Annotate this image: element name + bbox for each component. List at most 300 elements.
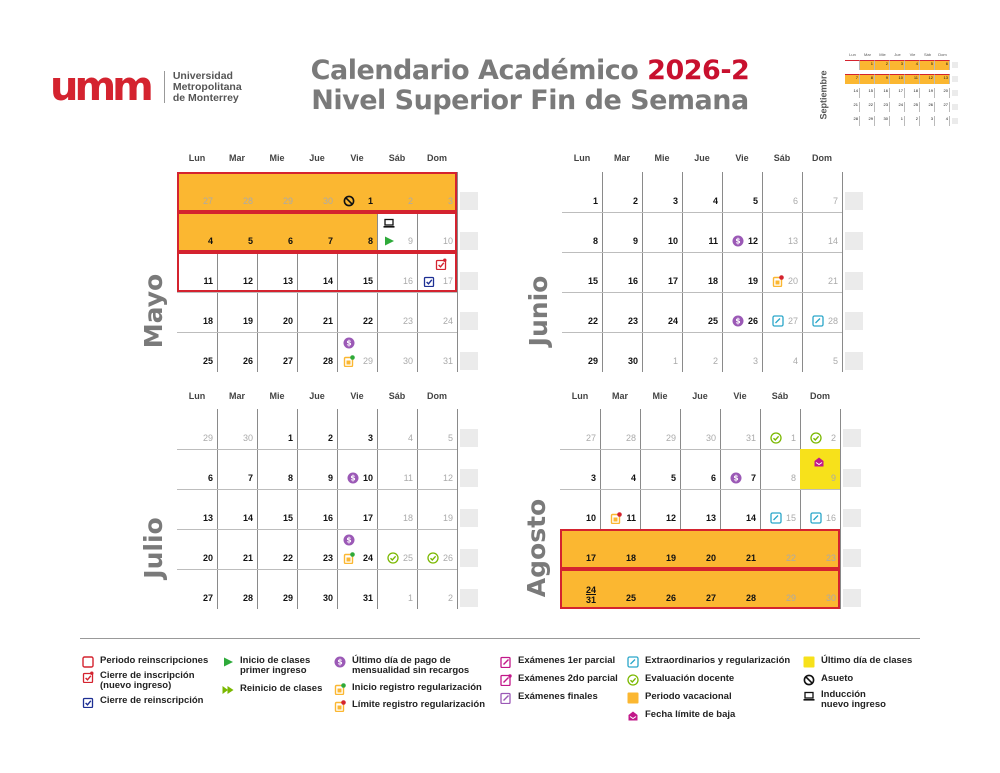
registration-limit-icon bbox=[610, 511, 622, 523]
day-number: 30 bbox=[402, 356, 413, 366]
day-number: 7 bbox=[750, 473, 756, 483]
registration-limit-icon bbox=[334, 700, 346, 712]
day-number: 6 bbox=[792, 196, 798, 206]
day-cell bbox=[297, 489, 337, 529]
day-number: 2 bbox=[712, 356, 718, 366]
day-number: 9 bbox=[327, 473, 333, 483]
envelope-icon bbox=[813, 455, 825, 467]
day-number: 26 bbox=[442, 553, 453, 563]
day-cell bbox=[257, 489, 297, 529]
logo-mark: umm bbox=[50, 64, 150, 110]
day-cell bbox=[722, 252, 762, 292]
final-exam-icon bbox=[500, 692, 512, 704]
day-cell bbox=[600, 489, 640, 529]
week-side-block bbox=[460, 232, 478, 250]
laptop-icon bbox=[803, 690, 815, 702]
mini-day-cell: 16 bbox=[875, 88, 890, 98]
day-number: 4 bbox=[407, 433, 413, 443]
day-number: 15 bbox=[282, 513, 293, 523]
day-number: 6 bbox=[710, 473, 716, 483]
day-number: 7 bbox=[327, 236, 333, 246]
day-cell bbox=[377, 529, 417, 569]
legend-label: Cierre de reinscripción bbox=[100, 695, 204, 706]
mini-weekday-header: Jue bbox=[894, 52, 901, 57]
svg-text:$: $ bbox=[337, 657, 343, 667]
day-cell bbox=[560, 409, 600, 449]
day-number: 18 bbox=[402, 513, 413, 523]
week-side-block bbox=[843, 589, 861, 607]
mini-day-cell: 2 bbox=[905, 116, 920, 126]
day-cell bbox=[177, 409, 217, 449]
legend-item bbox=[627, 692, 732, 704]
day-cell bbox=[337, 409, 377, 449]
day-cell bbox=[562, 212, 602, 252]
svg-text:$: $ bbox=[346, 338, 352, 348]
day-number: 15 bbox=[587, 276, 598, 286]
mini-day-cell: 25 bbox=[905, 102, 920, 112]
day-cell bbox=[720, 409, 760, 449]
day-cell bbox=[257, 292, 297, 332]
day-number: 10 bbox=[667, 236, 678, 246]
day-number: 30 bbox=[322, 593, 333, 603]
day-cell bbox=[257, 529, 297, 569]
day-cell bbox=[722, 292, 762, 332]
legend-item bbox=[82, 656, 208, 668]
mini-day-cell: 26 bbox=[920, 102, 935, 112]
mini-day-cell: 9 bbox=[875, 74, 890, 84]
title-line-1 bbox=[260, 56, 800, 86]
day-number: 16 bbox=[825, 513, 836, 523]
day-number: 7 bbox=[247, 473, 253, 483]
day-cell bbox=[602, 252, 642, 292]
day-cell bbox=[297, 529, 337, 569]
day-number: 13 bbox=[282, 276, 293, 286]
week-side-block bbox=[460, 589, 478, 607]
university-name-line: de Monterrey bbox=[172, 91, 239, 104]
legend-divider bbox=[80, 638, 920, 639]
legend-label: Último día de pago de mensualidad sin recargos bbox=[352, 655, 470, 676]
day-number: 3 bbox=[590, 473, 596, 483]
svg-text:$: $ bbox=[346, 535, 352, 545]
fast-forward-icon bbox=[222, 684, 234, 696]
day-number: 28 bbox=[242, 593, 253, 603]
legend-label: Inicio de clases primer ingreso bbox=[240, 655, 311, 676]
day-number: 16 bbox=[402, 276, 413, 286]
day-cell bbox=[177, 449, 217, 489]
weekday-header: Lun bbox=[188, 391, 206, 401]
day-cell bbox=[297, 332, 337, 372]
weekday-header: Dom bbox=[812, 153, 832, 163]
mini-day-cell: 13 bbox=[935, 74, 950, 84]
day-cell bbox=[417, 489, 457, 529]
day-number: 27 bbox=[705, 593, 716, 603]
title-prefix: Calendario Académico bbox=[310, 55, 648, 86]
day-number: 25 bbox=[402, 553, 413, 563]
legend-item bbox=[222, 684, 322, 696]
day-number: 25 bbox=[202, 356, 213, 366]
mini-week-side-block bbox=[952, 104, 958, 110]
weekday-header: Mie bbox=[269, 391, 285, 401]
extraordinary-exam-icon bbox=[810, 511, 822, 523]
enrollment-close-new-icon bbox=[82, 671, 94, 683]
svg-text:$: $ bbox=[733, 473, 739, 483]
mini-day-cell bbox=[845, 60, 860, 70]
vacation-swatch-icon bbox=[627, 692, 639, 704]
day-number: 5 bbox=[447, 433, 453, 443]
day-number: 3 bbox=[447, 196, 453, 206]
legend-item bbox=[627, 674, 734, 686]
day-cell bbox=[217, 292, 257, 332]
day-number: 14 bbox=[242, 513, 253, 523]
legend-item bbox=[222, 656, 310, 676]
registration-start-icon bbox=[343, 551, 355, 563]
mini-day-cell: 24 bbox=[890, 102, 905, 112]
day-number: 29 bbox=[587, 356, 598, 366]
day-number: 10 bbox=[362, 473, 373, 483]
highlight-outline bbox=[177, 212, 457, 252]
day-number: 11 bbox=[203, 276, 213, 286]
dollar-icon bbox=[343, 533, 355, 545]
day-number: 21 bbox=[745, 553, 756, 563]
legend-item bbox=[627, 656, 790, 668]
day-number: 21 bbox=[322, 316, 333, 326]
dollar-icon bbox=[732, 314, 744, 326]
grid-line bbox=[457, 172, 458, 372]
day-number: 8 bbox=[592, 236, 598, 246]
weekday-header: Mie bbox=[652, 391, 668, 401]
highlight-outline bbox=[177, 252, 457, 292]
day-cell bbox=[217, 409, 257, 449]
day-cell bbox=[417, 529, 457, 569]
mini-calendar-september bbox=[818, 52, 955, 136]
mini-weekday-header: Mar bbox=[864, 52, 871, 57]
day-number: 5 bbox=[752, 196, 758, 206]
day-cell bbox=[177, 292, 217, 332]
university-name-line: Universidad bbox=[172, 69, 233, 82]
weekday-header: Dom bbox=[427, 153, 447, 163]
legend-item bbox=[803, 674, 853, 686]
week-side-block bbox=[845, 352, 863, 370]
week-side-block bbox=[843, 469, 861, 487]
month-name: Julio bbox=[139, 517, 168, 579]
day-cell bbox=[377, 409, 417, 449]
day-number: 12 bbox=[747, 236, 758, 246]
legend-item bbox=[627, 710, 735, 722]
day-number: 13 bbox=[705, 513, 716, 523]
day-number: 29 bbox=[362, 356, 373, 366]
university-name-line: Metropolitana bbox=[172, 80, 242, 93]
day-number: 24 bbox=[667, 316, 678, 326]
day-number: 4 bbox=[792, 356, 798, 366]
day-number: 18 bbox=[707, 276, 718, 286]
day-number: 18 bbox=[202, 316, 213, 326]
day-cell bbox=[722, 212, 762, 252]
day-cell bbox=[642, 332, 682, 372]
week-side-block bbox=[843, 509, 861, 527]
weekday-header: Mar bbox=[228, 153, 245, 163]
mini-day-cell: 11 bbox=[905, 74, 920, 84]
weekday-header: Vie bbox=[350, 391, 364, 401]
mini-day-cell: 15 bbox=[860, 88, 875, 98]
day-number: 26 bbox=[242, 356, 253, 366]
reenrollment-close-icon bbox=[82, 696, 94, 708]
extraordinary-exam-icon bbox=[770, 511, 782, 523]
play-icon bbox=[222, 656, 234, 668]
day-number: 9 bbox=[632, 236, 638, 246]
day-number: 2 bbox=[327, 433, 333, 443]
mini-weekday-header: Mie bbox=[879, 52, 886, 57]
mini-week-side-block bbox=[952, 118, 958, 124]
week-side-block bbox=[460, 272, 478, 290]
day-cell bbox=[762, 252, 802, 292]
day-number: 27 bbox=[585, 433, 596, 443]
day-number: 22 bbox=[785, 553, 796, 563]
legend-label: Periodo vacacional bbox=[645, 691, 732, 702]
day-number: 2 bbox=[830, 433, 836, 443]
university-logo bbox=[50, 64, 242, 110]
weekday-header: Lun bbox=[573, 153, 591, 163]
weekday-header: Sáb bbox=[773, 153, 791, 163]
day-number: 22 bbox=[362, 316, 373, 326]
day-number: 2 bbox=[407, 196, 413, 206]
month-name: Junio bbox=[524, 275, 553, 347]
week-side-block bbox=[845, 192, 863, 210]
mini-day-cell: 21 bbox=[845, 102, 860, 112]
day-cell bbox=[337, 489, 377, 529]
day-number: 9 bbox=[407, 236, 413, 246]
registration-limit-icon bbox=[772, 274, 784, 286]
legend-item bbox=[803, 656, 912, 668]
registration-start-icon bbox=[334, 683, 346, 695]
day-number: 25 bbox=[707, 316, 718, 326]
day-number: 17 bbox=[362, 513, 373, 523]
day-cell bbox=[800, 409, 840, 449]
day-number: 11 bbox=[626, 513, 636, 523]
day-cell bbox=[682, 252, 722, 292]
day-cell bbox=[640, 489, 680, 529]
mini-day-cell: 20 bbox=[935, 88, 950, 98]
mini-day-cell: 22 bbox=[860, 102, 875, 112]
day-cell bbox=[177, 332, 217, 372]
day-cell bbox=[257, 409, 297, 449]
day-cell bbox=[177, 569, 217, 609]
week-side-block bbox=[460, 509, 478, 527]
day-cell bbox=[257, 332, 297, 372]
day-number: 29 bbox=[202, 433, 213, 443]
day-number: 6 bbox=[287, 236, 293, 246]
grid-line bbox=[457, 409, 458, 609]
mini-day-cell: 14 bbox=[845, 88, 860, 98]
mini-day-cell: 30 bbox=[875, 116, 890, 126]
mini-week-side-block bbox=[952, 76, 958, 82]
legend-item bbox=[82, 671, 195, 691]
day-cell bbox=[297, 292, 337, 332]
day-number: 28 bbox=[625, 433, 636, 443]
day-cell bbox=[377, 489, 417, 529]
weekday-header: Dom bbox=[427, 391, 447, 401]
week-side-block bbox=[843, 429, 861, 447]
day-number: 19 bbox=[747, 276, 758, 286]
mini-day-cell: 7 bbox=[845, 74, 860, 84]
weekday-header: Lun bbox=[571, 391, 589, 401]
mini-day-cell: 5 bbox=[920, 60, 935, 70]
day-cell bbox=[562, 292, 602, 332]
day-number: 8 bbox=[790, 473, 796, 483]
day-cell bbox=[337, 292, 377, 332]
title-line-2: Nivel Superior Fin de Semana bbox=[311, 85, 749, 116]
day-number: 1 bbox=[672, 356, 678, 366]
day-number: 1 bbox=[592, 196, 598, 206]
day-number: 21 bbox=[242, 553, 253, 563]
day-number: 30 bbox=[322, 196, 333, 206]
day-number: 31 bbox=[745, 433, 756, 443]
day-number: 8 bbox=[367, 236, 373, 246]
day-cell bbox=[762, 332, 802, 372]
day-number: 16 bbox=[627, 276, 638, 286]
day-number: 5 bbox=[247, 236, 253, 246]
day-number: 29 bbox=[282, 593, 293, 603]
day-number: 31 bbox=[362, 593, 373, 603]
day-number: 1 bbox=[790, 433, 796, 443]
day-cell bbox=[802, 212, 842, 252]
day-cell bbox=[720, 489, 760, 529]
week-side-block bbox=[460, 312, 478, 330]
week-side-block bbox=[460, 429, 478, 447]
day-number: 19 bbox=[665, 553, 676, 563]
week-side-block bbox=[460, 469, 478, 487]
legend-label: Límite registro regularización bbox=[352, 699, 486, 710]
day-number: 12 bbox=[242, 276, 253, 286]
day-number: 23 bbox=[627, 316, 638, 326]
day-number: 17 bbox=[585, 553, 596, 563]
mini-weekday-header: Lun bbox=[849, 52, 856, 57]
weekday-header: Jue bbox=[309, 153, 325, 163]
page-title bbox=[260, 56, 800, 116]
day-number: 27 bbox=[202, 593, 213, 603]
check-circle-icon bbox=[810, 431, 822, 443]
day-number: 4 bbox=[712, 196, 718, 206]
day-cell bbox=[562, 172, 602, 212]
university-name bbox=[173, 71, 242, 104]
weekday-header: Mar bbox=[611, 391, 628, 401]
week-side-block bbox=[460, 549, 478, 567]
week-side-block bbox=[845, 312, 863, 330]
svg-text:$: $ bbox=[735, 236, 741, 246]
day-cell bbox=[417, 292, 457, 332]
weekday-header: Jue bbox=[694, 153, 710, 163]
check-circle-icon bbox=[627, 674, 639, 686]
logo-divider bbox=[164, 71, 165, 103]
mini-day-cell: 4 bbox=[905, 60, 920, 70]
day-cell bbox=[802, 252, 842, 292]
grid-line bbox=[840, 409, 841, 609]
day-cell bbox=[682, 212, 722, 252]
mini-day-cell: 6 bbox=[935, 60, 950, 70]
day-cell bbox=[682, 292, 722, 332]
mini-day-cell: 17 bbox=[890, 88, 905, 98]
week-side-block bbox=[460, 192, 478, 210]
day-number: 10 bbox=[585, 513, 596, 523]
mini-day-cell: 23 bbox=[875, 102, 890, 112]
day-number: 3 bbox=[752, 356, 758, 366]
mini-weekday-header: Sáb bbox=[923, 52, 932, 57]
day-number: 12 bbox=[442, 473, 453, 483]
weekday-header: Mie bbox=[269, 153, 285, 163]
day-number: 26 bbox=[747, 316, 758, 326]
first-partial-exam-icon bbox=[500, 656, 512, 668]
day-cell bbox=[177, 489, 217, 529]
day-cell bbox=[640, 449, 680, 489]
legend-label: Exámenes finales bbox=[518, 691, 598, 702]
reenrollment-period-icon bbox=[82, 656, 94, 668]
mini-day-cell: 3 bbox=[890, 60, 905, 70]
day-cell bbox=[257, 449, 297, 489]
day-number: 12 bbox=[665, 513, 676, 523]
legend-label: Evaluación docente bbox=[645, 673, 735, 684]
day-number: 16 bbox=[322, 513, 333, 523]
mini-day-cell: 27 bbox=[935, 102, 950, 112]
title-year: 2026-2 bbox=[647, 55, 750, 86]
day-number: 27 bbox=[282, 356, 293, 366]
legend-label: Inducción nuevo ingreso bbox=[821, 689, 886, 710]
day-number: 24 bbox=[442, 316, 453, 326]
weekday-header: Lun bbox=[188, 153, 206, 163]
weekday-header: Vie bbox=[350, 153, 364, 163]
day-cell bbox=[762, 292, 802, 332]
day-cell bbox=[682, 172, 722, 212]
day-number: 5 bbox=[670, 473, 676, 483]
legend-item bbox=[334, 683, 482, 695]
mini-day-cell: 19 bbox=[920, 88, 935, 98]
dollar-icon bbox=[343, 336, 355, 348]
month-name: Mayo bbox=[139, 273, 168, 349]
dollar-icon bbox=[730, 471, 742, 483]
day-cell bbox=[640, 409, 680, 449]
day-number: 3 bbox=[672, 196, 678, 206]
day-number: 14 bbox=[322, 276, 333, 286]
day-cell bbox=[377, 449, 417, 489]
day-number: 6 bbox=[207, 473, 213, 483]
last-day-swatch-icon bbox=[803, 656, 815, 668]
day-number: 15 bbox=[785, 513, 796, 523]
highlight-outline bbox=[177, 172, 457, 212]
day-number: 4 bbox=[630, 473, 636, 483]
mini-week-side-block bbox=[952, 90, 958, 96]
day-number: 29 bbox=[665, 433, 676, 443]
day-number: 22 bbox=[587, 316, 598, 326]
day-number: 28 bbox=[322, 356, 333, 366]
day-cell bbox=[642, 292, 682, 332]
day-number: 2 bbox=[632, 196, 638, 206]
legend-label: Exámenes 2do parcial bbox=[518, 673, 618, 684]
mini-weekday-header: Dom bbox=[938, 52, 947, 57]
day-cell bbox=[800, 489, 840, 529]
legend-item bbox=[500, 656, 615, 668]
day-cell bbox=[600, 449, 640, 489]
day-cell bbox=[720, 449, 760, 489]
day-cell bbox=[760, 449, 800, 489]
mini-day-cell: 28 bbox=[845, 116, 860, 126]
day-number: 29 bbox=[785, 593, 796, 603]
day-number: 1 bbox=[407, 593, 413, 603]
weekday-header: Sáb bbox=[388, 391, 406, 401]
legend-label: Extraordinarios y regularización bbox=[645, 655, 791, 666]
day-cell bbox=[762, 212, 802, 252]
day-number: 28 bbox=[827, 316, 838, 326]
day-cell bbox=[560, 489, 600, 529]
day-cell bbox=[217, 449, 257, 489]
legend-item bbox=[82, 696, 203, 708]
